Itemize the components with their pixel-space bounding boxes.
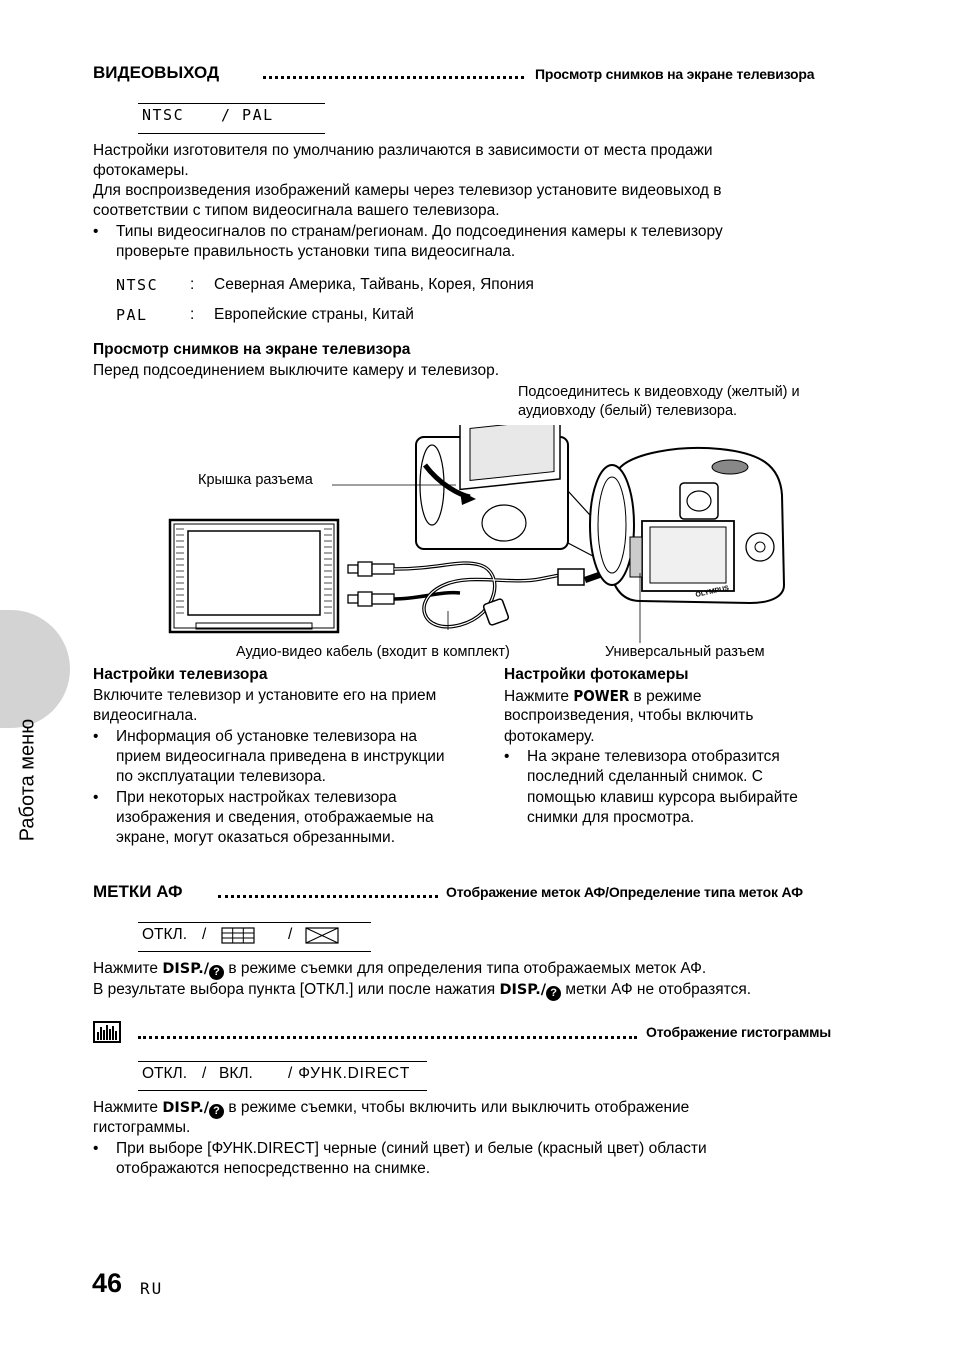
bullet-text: проверьте правильность установки типа видеосигнала.	[116, 243, 516, 260]
option-line-top	[138, 922, 371, 923]
text: фотокамеру.	[504, 728, 595, 745]
text: гистограммы.	[93, 1119, 191, 1136]
text: В результате выбора пункта [ОТКЛ.] или после нажатия DISP./ ? метки АФ не отобразятся.	[93, 981, 752, 999]
label-multi-connector: Универсальный разъем	[605, 644, 765, 660]
text: Информация об установке телевизора на	[116, 728, 418, 745]
region-colon: :	[190, 276, 195, 293]
separator: /	[202, 926, 207, 943]
af-marks-title: МЕТКИ АФ	[93, 882, 183, 901]
disp-button-label: DISP./	[162, 1100, 210, 1116]
region-sys: NTSC	[116, 276, 159, 294]
disp-button-label: DISP./	[499, 982, 547, 998]
option-line-bottom	[138, 133, 325, 134]
cam-settings-heading: Настройки фотокамеры	[504, 666, 689, 683]
option-direct: / ФУНК.DIRECT	[288, 1065, 411, 1082]
camera-icon	[590, 448, 784, 603]
tv-icon	[170, 520, 338, 632]
option-off: ОТКЛ.	[142, 1065, 188, 1082]
af-cross-icon	[305, 927, 339, 944]
video-out-subtitle: Просмотр снимков на экране телевизора	[535, 66, 815, 82]
paragraph: Для воспроизведения изображений камеры через телевизор установите видеовыход в	[93, 182, 722, 199]
inset-detail	[416, 425, 610, 565]
tv-view-heading: Просмотр снимков на экране телевизора	[93, 341, 411, 358]
af-grid-icon	[221, 927, 255, 944]
option-off: ОТКЛ.	[142, 926, 188, 943]
option-ntsc: NTSC	[142, 106, 185, 124]
connection-illustration	[160, 425, 800, 650]
text: экране, могут оказаться обрезанными.	[116, 829, 396, 846]
bullet: •	[504, 748, 510, 765]
video-out-title: ВИДЕОВЫХОД	[93, 63, 220, 82]
paragraph: Настройки изготовителя по умолчанию различаются в зависимости от места продажи	[93, 142, 713, 159]
text: отображаются непосредственно на снимке.	[116, 1160, 431, 1177]
text: последний сделанный снимок. С	[527, 768, 763, 785]
text: изображения и сведения, отображаемые на	[116, 809, 434, 826]
text: воспроизведения, чтобы включить	[504, 707, 754, 724]
option-line-bottom	[138, 951, 371, 952]
bullet-text: Типы видеосигналов по странам/регионам. До подсоединения камеры к телевизору	[116, 223, 723, 240]
help-icon: ?	[546, 986, 561, 1001]
option-pal: / PAL	[221, 106, 274, 124]
option-on: ВКЛ.	[219, 1065, 253, 1082]
text: При некоторых настройках телевизора	[116, 789, 397, 806]
leader-dots	[138, 1036, 637, 1039]
text: видеосигнала.	[93, 707, 198, 724]
region-desc: Европейские страны, Китай	[214, 306, 414, 323]
text: по эксплуатации телевизора.	[116, 768, 326, 785]
language-code: RU	[140, 1279, 164, 1298]
region-sys: PAL	[116, 306, 148, 324]
text: Включите телевизор и установите его на прием	[93, 687, 437, 704]
side-tab	[0, 610, 70, 728]
brand-label: OLYMPUS	[694, 585, 730, 599]
option-line-bottom	[138, 1090, 427, 1091]
text: снимки для просмотра.	[527, 809, 695, 826]
separator: /	[288, 926, 293, 943]
histogram-icon	[93, 1021, 121, 1043]
disp-button-label: DISP./	[162, 961, 210, 977]
text: При выборе [ФУНК.DIRECT] черные (синий цвет) и белые (красный цвет) области	[116, 1140, 707, 1157]
page-number: 46	[92, 1268, 123, 1298]
option-line-top	[138, 1061, 427, 1062]
callout-text: Подсоединитесь к видеовходу (желтый) и	[518, 384, 800, 400]
histogram-subtitle: Отображение гистограммы	[646, 1024, 832, 1040]
label-av-cable: Аудио-видео кабель (входит в комплект)	[236, 644, 510, 660]
text: Нажмите DISP./ ? в режиме съемки для определения типа отображаемых меток АФ.	[93, 960, 707, 978]
bullet: •	[93, 728, 99, 745]
leader-dots	[263, 76, 524, 79]
region-desc: Северная Америка, Тайвань, Корея, Япония	[214, 276, 534, 293]
bullet: •	[93, 223, 99, 240]
text: Нажмите DISP./ ? в режиме съемки, чтобы включить или выключить отображение	[93, 1099, 690, 1117]
label-connector-cover: Крышка разъема	[198, 472, 313, 488]
text: На экране телевизора отобразится	[527, 748, 780, 765]
tv-settings-heading: Настройки телевизора	[93, 666, 268, 683]
leader-dots	[218, 895, 438, 898]
side-tab-label: Работа меню	[16, 718, 39, 842]
power-button-label: POWER	[573, 687, 630, 705]
option-line-top	[138, 103, 325, 104]
callout-text: аудиовходу (белый) телевизора.	[518, 403, 738, 419]
region-colon: :	[190, 306, 195, 323]
text: помощью клавиш курсора выбирайте	[527, 789, 798, 806]
text: прием видеосигнала приведена в инструкции	[116, 748, 445, 765]
tv-view-intro: Перед подсоединением выключите камеру и телевизор.	[93, 362, 500, 379]
paragraph: соответствии с типом видеосигнала вашего телевизора.	[93, 202, 500, 219]
rca-plugs-icon	[348, 562, 394, 606]
bullet: •	[93, 1140, 99, 1157]
af-marks-subtitle: Отображение меток АФ/Определение типа меток АФ	[446, 884, 803, 900]
text: Нажмите POWER в режиме	[504, 687, 702, 705]
help-icon: ?	[209, 1104, 224, 1119]
separator: /	[202, 1065, 207, 1082]
bullet: •	[93, 789, 99, 806]
paragraph: фотокамеры.	[93, 162, 189, 179]
help-icon: ?	[209, 965, 224, 980]
